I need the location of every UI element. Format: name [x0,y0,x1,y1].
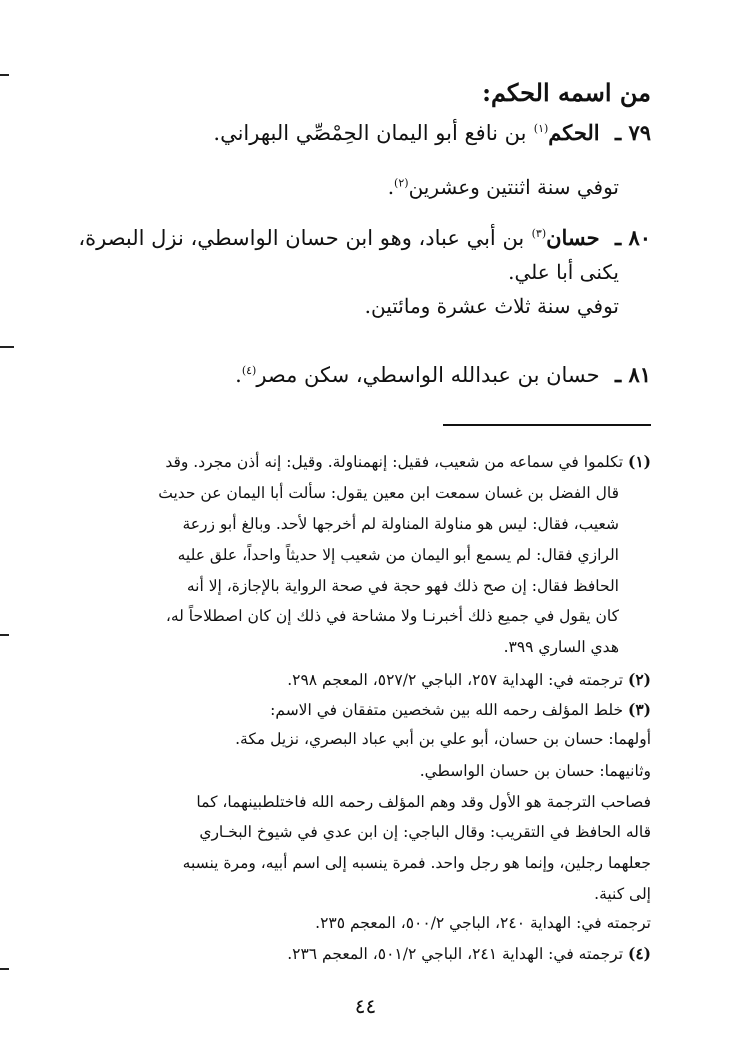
entry-80-kunya: يكنى أبا علي. [508,260,619,284]
scan-edge-mark [0,634,9,636]
footnote-ref[interactable]: (٢) [394,176,409,190]
footnote-3-line: فصاحب الترجمة هو الأول وقد وهم المؤلف رحمه الله فاختلطبينهما، كما [196,793,651,811]
footnote-mark: (٣) [627,700,651,719]
scan-edge-mark [0,74,9,76]
footnote-separator [443,424,651,426]
entry-number: ٨١ ـ [614,362,651,387]
entry-79 [213,120,651,145]
footnote-3-line: أولهما: حسان بن حسان، أبو علي بن أبي عباد البصري، نزيل مكة. [235,730,651,748]
footnote-ref[interactable]: (٤) [241,364,257,377]
footnote-mark: (٤) [627,944,651,963]
footnote-2-line: (٢) ترجمته في: الهداية ٢٥٧، الباجي ٥٢٧/٢، المعجم ٢٩٨. [287,670,651,689]
footnote-3-line: ترجمته في: الهداية ٢٤٠، الباجي ٥٠٠/٢، المعجم ٢٣٥. [315,914,651,932]
footnote-1-line: (١) تكلموا في سماعه من شعيب، فقيل: إنهمناولة. وقيل: إنه أذن مجرد. وقد [165,452,651,471]
entry-name: الحكم [548,120,600,145]
footnote-1-line: شعيب، فقال: ليس هو مناولة المناولة لم أخرجها لأحد. وبالغ أبو زرعة [182,515,619,533]
entry-number: ٧٩ ـ [614,120,651,145]
footnote-1-line: هدي الساري ٣٩٩. [503,638,619,656]
entry-name: حسان [546,225,600,250]
scan-edge-mark [0,968,9,970]
section-heading: من اسمه الحكم: [482,78,651,107]
footnote-mark: (١) [627,452,651,471]
footnote-1-line: الحافظ فقال: إن صح ذلك فهو حجة في صحة الرواية بالإجازة، إلا أنه [186,577,619,595]
footnote-mark: (٢) [627,670,651,689]
footnote-1-line: كان يقول في جميع ذلك أخبرنـا ولا مشاحة في ذلك إن كان اصطلاحاً له، [165,607,619,625]
entry-text: بن أبي عباد، وهو ابن حسان الواسطي، نزل البصرة، [78,226,525,250]
footnote-ref[interactable]: (١) [533,122,549,135]
footnote-3-line: جعلهما رجلين، وإنما هو رجل واحد. فمرة ينسبه إلى اسم أبيه، ومرة ينسبه [182,854,651,872]
footnote-ref[interactable]: (٣) [531,227,547,240]
entry-79-death: توفي سنة اثنتين وعشرين$^{(٢)}$. [387,175,619,199]
scan-edge-mark [0,346,14,348]
footnote-3-line: (٣) خلط المؤلف رحمه الله بين شخصين متفقان في الاسم: [270,700,651,719]
entry-name: حسان بن عبدالله الواسطي، سكن مصر [256,363,600,387]
entry-number: ٨٠ ـ [614,225,651,250]
entry-80-death: توفي سنة ثلاث عشرة ومائتين. [364,294,619,318]
page-number: ٤٤ [354,994,377,1018]
footnote-3-line: وثانيهما: حسان بن حسان الواسطي. [419,762,651,780]
entry-80 [78,225,651,250]
footnote-3-line: قاله الحافظ في التقريب: وقال الباجي: إن ابن عدي في شيوخ البخـاري [199,823,651,841]
entry-81: ٨١ ـ حسان بن عبدالله الواسطي، سكن مصر$^{(٤)}$. [235,362,651,387]
footnote-1-line: الرازي فقال: لم يسمع أبو اليمان من شعيب إلا حديثاً واحداً، علق عليه [177,546,619,564]
footnote-3-line: إلى كنية. [594,885,651,903]
footnote-1-line: قال الفضل بن غسان سمعت ابن معين يقول: سألت أبا اليمان عن حديث [158,484,619,502]
footnote-4-line: (٤) ترجمته في: الهداية ٢٤١، الباجي ٥٠١/٢، المعجم ٢٣٦. [287,944,651,963]
entry-text: بن نافع أبو اليمان الحِمْصِّي البهراني. [213,121,527,145]
